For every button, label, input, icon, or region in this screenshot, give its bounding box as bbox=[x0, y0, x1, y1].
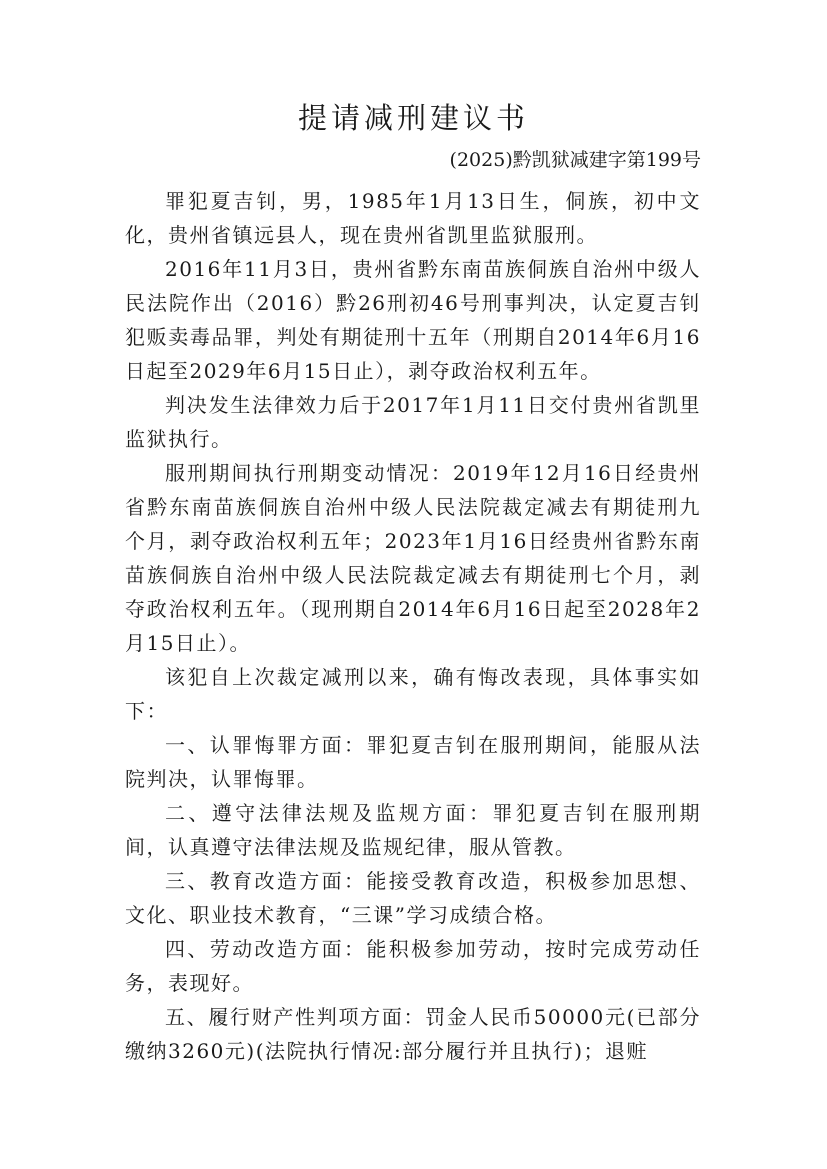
document-number: (2025)黔凯狱减建字第199号 bbox=[449, 149, 701, 171]
paragraph-property-obligations: 五、履行财产性判项方面：罚金人民币50000元(已部分缴纳3260元)(法院执行情况:部分履行并且执行)；退赃 bbox=[125, 1005, 701, 1063]
paragraph-delivery: 判决发生法律效力后于2017年1月11日交付贵州省凯里监狱执行。 bbox=[125, 393, 701, 451]
paragraph-law-compliance: 二、遵守法律法规及监规方面：罪犯夏吉钊在服刑期间，认真遵守法律法规及监规纪律，服从管教。 bbox=[125, 801, 701, 859]
paragraph-education: 三、教育改造方面：能接受教育改造，积极参加思想、文化、职业技术教育，“三课”学习成绩合格。 bbox=[125, 869, 701, 927]
paragraph-repentance-intro: 该犯自上次裁定减刑以来，确有悔改表现，具体事实如下： bbox=[125, 665, 701, 723]
paragraph-original-judgment: 2016年11月3日，贵州省黔东南苗族侗族自治州中级人民法院作出（2016）黔26刑初46号刑事判决，认定夏吉钊犯贩卖毒品罪，判处有期徒刑十五年（刑期自2014年6月16日起至2029年6月15日止），剥夺政治权利五年。 bbox=[125, 257, 701, 383]
paragraph-admission-of-guilt: 一、认罪悔罪方面：罪犯夏吉钊在服刑期间，能服从法院判决，认罪悔罪。 bbox=[125, 733, 701, 791]
paragraph-criminal-info: 罪犯夏吉钊，男，1985年1月13日生，侗族，初中文化，贵州省镇远县人，现在贵州省凯里监狱服刑。 bbox=[125, 189, 701, 247]
paragraph-labor: 四、劳动改造方面：能积极参加劳动，按时完成劳动任务，表现好。 bbox=[125, 937, 701, 995]
document-body bbox=[125, 184, 701, 1068]
paragraph-sentence-changes: 服刑期间执行刑期变动情况：2019年12月16日经贵州省黔东南苗族侗族自治州中级人民法院裁定减去有期徒刑九个月，剥夺政治权利五年；2023年1月16日经贵州省黔东南苗族侗族自治州中级人民法院裁定减去有期徒刑七个月，剥夺政治权利五年。（现刑期自2014年6月16日起至2028年2月15日止）。 bbox=[125, 461, 701, 655]
document-title: 提请减刑建议书 bbox=[297, 101, 529, 135]
